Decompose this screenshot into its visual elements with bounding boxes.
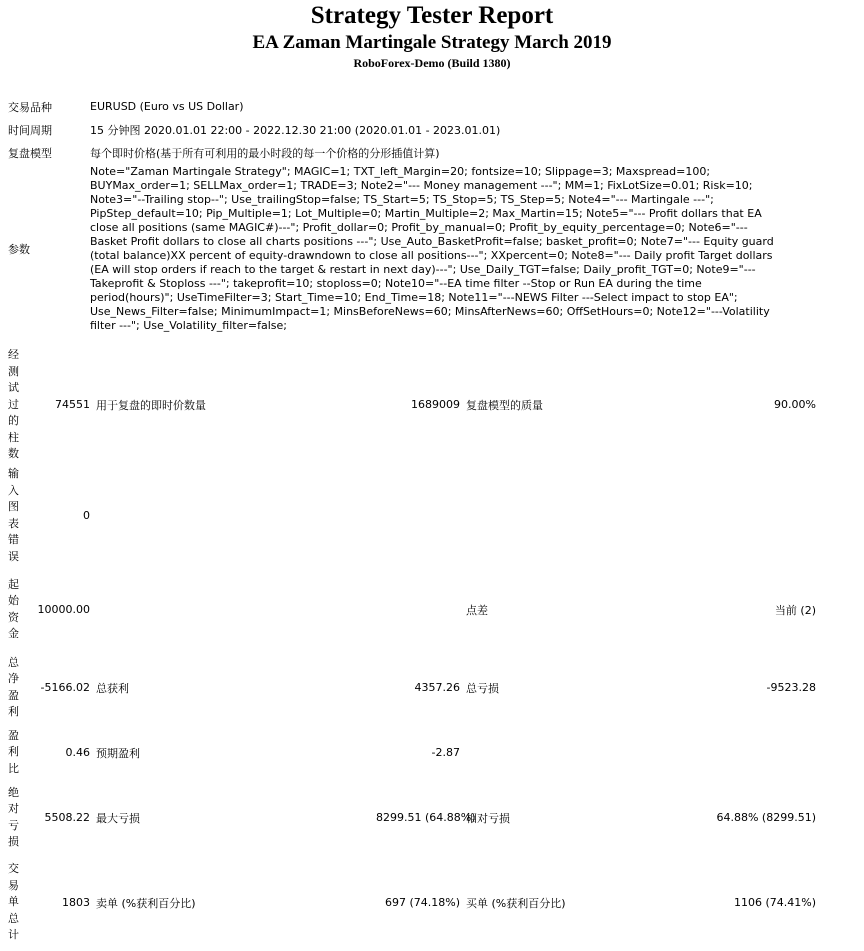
maximal-drawdown-label: 最大亏损 bbox=[96, 811, 140, 825]
stats-row-profit bbox=[8, 651, 822, 725]
bars-tested-value: 74551 bbox=[55, 398, 90, 412]
report-table bbox=[8, 95, 822, 333]
short-positions-label: 卖单 (%获利百分比) bbox=[96, 896, 196, 910]
profit-factor-value: 0.46 bbox=[65, 746, 90, 759]
gross-loss-label: 总亏损 bbox=[466, 681, 499, 695]
modelling-quality-value: 90.00% bbox=[774, 398, 816, 412]
ticks-modelled-value: 1689009 bbox=[411, 398, 460, 412]
initial-deposit-label: 起始资金 bbox=[8, 577, 19, 640]
stats-table bbox=[8, 347, 822, 951]
params-value: Note="Zaman Martingale Strategy"; MAGIC=1; TXT_left_Margin=20; fontsize=10; Slippage=3; Maxspread=100; BUYMax_order=1; SELLMax_order=1; TRADE=3; Note2="--- Money management ---"; MM=1; FixLotSize=0.01; Risk=10; Note3="--Trailing stop--"; Use_trailingStop=false; TS_Start=5; TS_Stop=5; TS_Step=5; Note4="--- Martingale ---"; PipStep_default=10; Pip_Multiple=1; Lot_Multiple=0; Martin_Multiple=2; Max_Martin=15; Note5="--- Profit dollars that EA close all positions (same MAGIC#)---"; Profit_dollar=0; Profit_by_manual=0; Profit_by_equity_percentage=0; Note6="--- Basket Profit dollars to close all charts positions ---"; Use_Auto_BasketProfit=false; basket_profit=0; Note7="--- Equity guard (total balance)XX percent of equity-drawndown to close all positions---"; XXpercent=0; Note8="--- Daily profit Target dollars (EA will stop orders if reach to the target & restart in next day)---"; Use_Daily_TGT=false; Daily_profit_TGT=0; Note9="--- Takeprofit & Stoploss ---"; takeprofit=10; stoploss=0; Note10="--EA time filter --Stop or Run EA during the time period(hours)"; UseTimeFilter=3; Start_Time=10; End_Time=18; Note11="---NEWS Filter ---Select impact to stop EA"; Use_News_Filter=false; MinimumImpact=1; MinsBeforeNews=60; MinsAfterNews=60; OffSetHours=0; Note12="---Volatility filter ---"; Use_Volatility_filter=false; bbox=[90, 165, 774, 332]
modelling-quality-label: 复盘模型的质量 bbox=[466, 398, 543, 412]
report-title: Strategy Tester Report bbox=[310, 2, 554, 29]
gross-loss-value: -9523.28 bbox=[766, 681, 816, 694]
relative-drawdown-value: 64.88% (8299.51) bbox=[716, 811, 816, 824]
total-net-profit-value: -5166.02 bbox=[40, 681, 90, 694]
total-trades-value: 1803 bbox=[62, 896, 90, 909]
stats-row-trades bbox=[8, 855, 822, 951]
symbol-row bbox=[8, 95, 822, 118]
model-value: 每个即时价格(基于所有可利用的最小时段的每一个价格的分形插值计算) bbox=[90, 146, 440, 160]
total-trades-label: 交易单总计 bbox=[8, 862, 19, 942]
server-build: RoboForex-Demo (Build 1380) bbox=[353, 56, 511, 70]
chart-errors-value: 0 bbox=[83, 509, 90, 522]
params-label: 参数 bbox=[8, 242, 30, 256]
profit-factor-label: 盈利比 bbox=[8, 728, 19, 775]
stats-row-deposit bbox=[8, 569, 822, 651]
period-label: 时间周期 bbox=[8, 123, 52, 137]
short-positions-value: 697 (74.18%) bbox=[384, 896, 460, 909]
period-value: 15 分钟图 2020.01.01 22:00 - 2022.12.30 21:00 (2020.01.01 - 2023.01.01) bbox=[90, 123, 501, 137]
gross-profit-label: 总获利 bbox=[96, 681, 129, 695]
stats-row-errors bbox=[8, 463, 822, 569]
bars-tested-label: 经测试过的柱数 bbox=[8, 348, 19, 460]
long-positions-value: 1106 (74.41%) bbox=[733, 896, 816, 909]
params-row bbox=[8, 164, 822, 333]
absolute-drawdown-label: 绝对亏损 bbox=[8, 785, 19, 848]
ticks-modelled-label: 用于复盘的即时价数量 bbox=[96, 398, 206, 412]
maximal-drawdown-value: 8299.51 (64.88%) bbox=[376, 811, 476, 824]
long-positions-label: 买单 (%获利百分比) bbox=[466, 896, 566, 910]
expert-name: EA Zaman Martingale Strategy March 2019 bbox=[252, 32, 612, 53]
report-header bbox=[0, 0, 864, 70]
expected-payoff-value: -2.87 bbox=[431, 746, 460, 759]
gross-profit-value: 4357.26 bbox=[414, 681, 460, 694]
spread-value: 当前 (2) bbox=[774, 603, 816, 617]
symbol-value: EURUSD (Euro vs US Dollar) bbox=[90, 100, 244, 113]
initial-deposit-value: 10000.00 bbox=[37, 603, 90, 616]
period-row bbox=[8, 118, 822, 141]
symbol-label: 交易品种 bbox=[8, 100, 52, 114]
expected-payoff-label: 预期盈利 bbox=[96, 746, 140, 760]
total-net-profit-label: 总净盈利 bbox=[8, 655, 19, 718]
chart-errors-label: 输入图表错误 bbox=[8, 467, 19, 563]
stats-row-drawdown bbox=[8, 781, 822, 855]
model-row bbox=[8, 141, 822, 164]
model-label: 复盘模型 bbox=[8, 146, 52, 160]
spread-label: 点差 bbox=[466, 603, 488, 617]
stats-row-bars bbox=[8, 347, 822, 463]
stats-row-factor bbox=[8, 725, 822, 781]
absolute-drawdown-value: 5508.22 bbox=[44, 811, 90, 824]
relative-drawdown-label: 相对亏损 bbox=[466, 811, 510, 825]
